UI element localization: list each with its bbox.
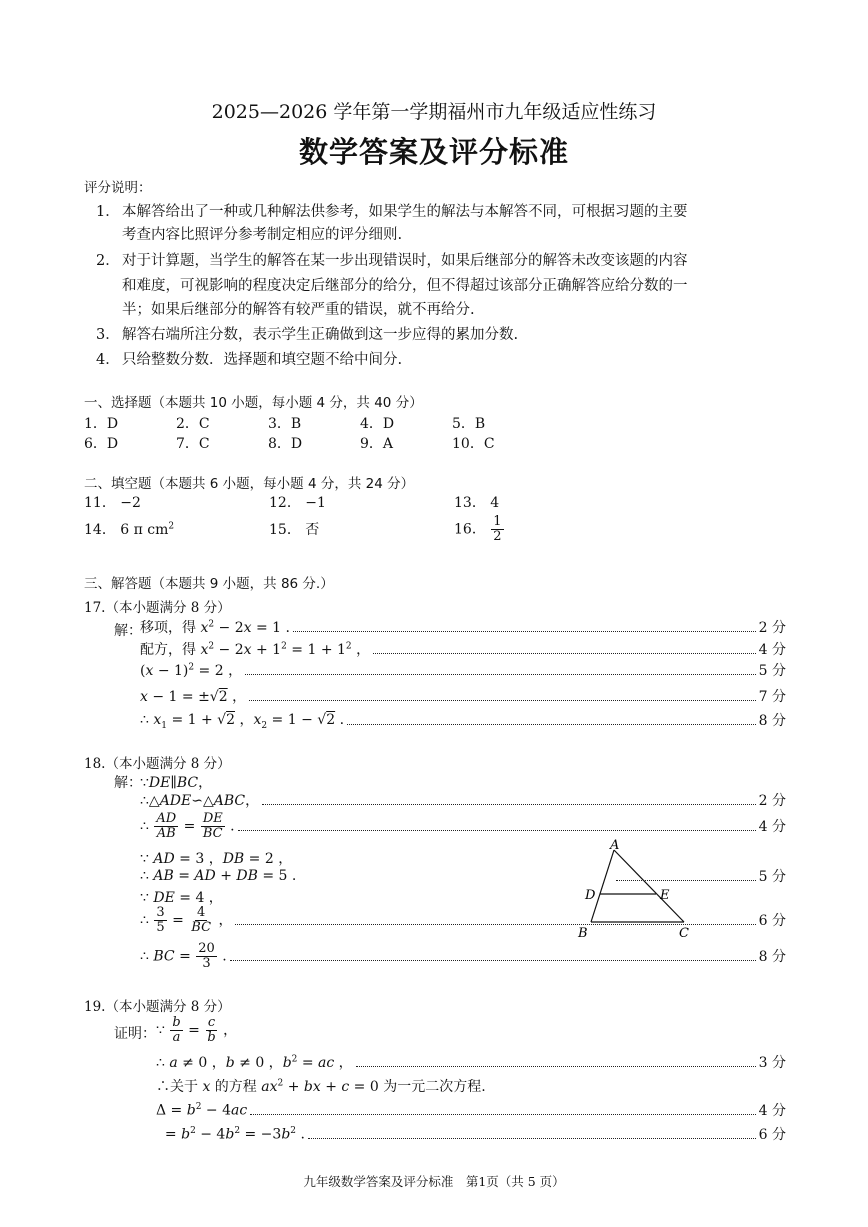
score: 4 分 bbox=[758, 1103, 786, 1119]
doc-title: 2025—2026 学年第一学期福州市九年级适应性练习 bbox=[211, 101, 657, 123]
q18-step: ∴ AB = AD + DB = 5 . 5 分 bbox=[140, 868, 786, 885]
mc-answer: 5．B bbox=[452, 416, 486, 432]
fill-answers-row2 bbox=[84, 515, 639, 544]
q17-step: x − 1 = ±√2 ， 7 分 bbox=[140, 686, 786, 706]
q19-given: ∵ $\frac{b}{a}$ = $\frac{c}{b}$ ， bbox=[156, 1015, 238, 1045]
mc-answer: 10．C bbox=[452, 436, 495, 452]
section2-heading: 二、填空题（本题共 6 小题，每小题 4 分，共 24 分） bbox=[84, 476, 415, 492]
q18-title: 18.（本小题满分 8 分） bbox=[84, 756, 231, 772]
notes-heading: 评分说明： bbox=[84, 180, 152, 196]
score: 5 分 bbox=[758, 663, 786, 679]
fill-answer: 12． −1 bbox=[269, 495, 326, 511]
score: 2 分 bbox=[758, 793, 786, 809]
score: 6 分 bbox=[758, 1127, 786, 1143]
note-line: 和难度，可视影响的程度决定后继部分的给分，但不得超过该部分正确解答应给分数的一 bbox=[122, 278, 688, 294]
score: 8 分 bbox=[758, 949, 786, 965]
score: 4 分 bbox=[758, 642, 786, 658]
label-E: E bbox=[660, 888, 670, 903]
q19-step: = $b^2 - 4b^2 = -3b^2$ . 6 分 bbox=[156, 1125, 786, 1143]
q17-step: 配方，得 $x^2 - 2x + 1^2 = 1 + 1^2$ ， 4 分 bbox=[140, 639, 786, 659]
mc-answer: 7．C bbox=[176, 436, 210, 452]
note-line: 对于计算题，当学生的解答在某一步出现错误时，如果后继部分的解答未改变该题的内容 bbox=[122, 253, 688, 269]
note-line: 解答右端所注分数，表示学生正确做到这一步应得的累加分数. bbox=[122, 327, 519, 343]
mc-answer: 4．D bbox=[360, 416, 395, 432]
score: 2 分 bbox=[758, 620, 786, 636]
q17-label: 解： bbox=[114, 623, 142, 639]
label-B: B bbox=[578, 926, 588, 941]
q19-title: 19.（本小题满分 8 分） bbox=[84, 999, 231, 1015]
score: 4 分 bbox=[758, 819, 786, 835]
q18-step: ∴ $\frac{AD}{AB}$ = $\frac{DE}{BC}$ . 4 分 bbox=[140, 810, 786, 841]
score: 8 分 bbox=[758, 713, 786, 729]
note-num: 2． bbox=[96, 253, 120, 269]
mc-answer: 6．D bbox=[84, 436, 119, 452]
q17-step: 移项，得 $x^2 - 2x = 1$ . 2 分 bbox=[140, 617, 786, 637]
note-num: 1． bbox=[96, 204, 120, 220]
fill-answer: 11． −2 bbox=[84, 495, 141, 511]
fill-answer: 15． 否 bbox=[269, 521, 320, 538]
q18-step: ∴ BC = $\frac{20}{3}$ . 8 分 bbox=[140, 940, 786, 971]
q19-label: 证明： bbox=[114, 1026, 156, 1042]
score: 5 分 bbox=[758, 869, 786, 885]
mc-answer: 9．A bbox=[360, 436, 394, 452]
mc-answer: 8．D bbox=[268, 436, 303, 452]
page-footer: 九年级数学答案及评分标准 第1页（共 5 页） bbox=[303, 1174, 565, 1189]
mc-answers-row1 bbox=[84, 413, 544, 433]
q19-step: $\Delta = b^2 - 4ac$ 4 分 bbox=[156, 1101, 786, 1119]
section1-heading: 一、选择题（本题共 10 小题，每小题 4 分，共 40 分） bbox=[84, 395, 423, 411]
fill-answer: 14． 6 π $cm^2$ bbox=[84, 520, 175, 538]
label-C: C bbox=[679, 926, 689, 941]
q18-given: ∵ DE = 4 ， bbox=[140, 890, 223, 906]
score: 7 分 bbox=[758, 689, 786, 705]
label-A: A bbox=[610, 838, 620, 853]
q19-step-text: ∴关于 x 的方程 $ax^2$ + bx + c = 0 为一元二次方程. bbox=[156, 1078, 486, 1095]
q18-step: ∴ $\frac{3}{5}$ = $\frac{4}{BC}$ ， 6 分 bbox=[140, 904, 786, 935]
mc-answer: 3．B bbox=[268, 416, 302, 432]
q17-step: ∴ $x_1 = 1 + √2$ ，$x_2 = 1 - √2$ . 8 分 bbox=[140, 710, 786, 730]
q18-given: ∵ AD = 3 ，DB = 2 ， bbox=[140, 851, 293, 867]
mc-answers-row2 bbox=[84, 433, 544, 453]
q19-step: ∴ a ≠ 0 ，b ≠ 0 ，$b^2$ = ac ， 3 分 bbox=[156, 1052, 786, 1072]
fill-answers-row1 bbox=[84, 492, 639, 512]
section3-heading: 三、解答题（本题共 9 小题，共 86 分.） bbox=[84, 576, 334, 592]
note-line: 半；如果后继部分的解答有较严重的错误，就不再给分. bbox=[122, 302, 475, 318]
fill-answer: 16． $\frac{1}{2}$ bbox=[454, 514, 502, 544]
mc-answer: 2．C bbox=[176, 416, 210, 432]
q18-label: 解： bbox=[114, 775, 142, 791]
note-num: 4． bbox=[96, 352, 120, 368]
score: 6 分 bbox=[758, 913, 786, 929]
fill-answer: 13． 4 bbox=[454, 495, 500, 511]
note-num: 3． bbox=[96, 327, 120, 343]
mc-answer: 1．D bbox=[84, 416, 119, 432]
label-D: D bbox=[585, 888, 596, 903]
doc-subtitle: 数学答案及评分标准 bbox=[298, 135, 569, 169]
note-line: 只给整数分数．选择题和填空题不给中间分. bbox=[122, 352, 403, 368]
q18-given: ∵DE∥BC， bbox=[140, 775, 213, 791]
q17-step: $(x - 1)^2 = 2$ ， 5 分 bbox=[140, 660, 786, 680]
q18-step: ∴△ADE∽△ABC， 2 分 bbox=[140, 790, 786, 810]
note-line: 本解答给出了一种或几种解法供参考，如果学生的解法与本解答不同，可根据习题的主要 bbox=[122, 204, 688, 220]
note-line: 考查内容比照评分参考制定相应的评分细则. bbox=[122, 227, 403, 243]
score: 3 分 bbox=[758, 1055, 786, 1071]
q17-title: 17.（本小题满分 8 分） bbox=[84, 600, 231, 616]
triangle-figure bbox=[574, 838, 704, 942]
